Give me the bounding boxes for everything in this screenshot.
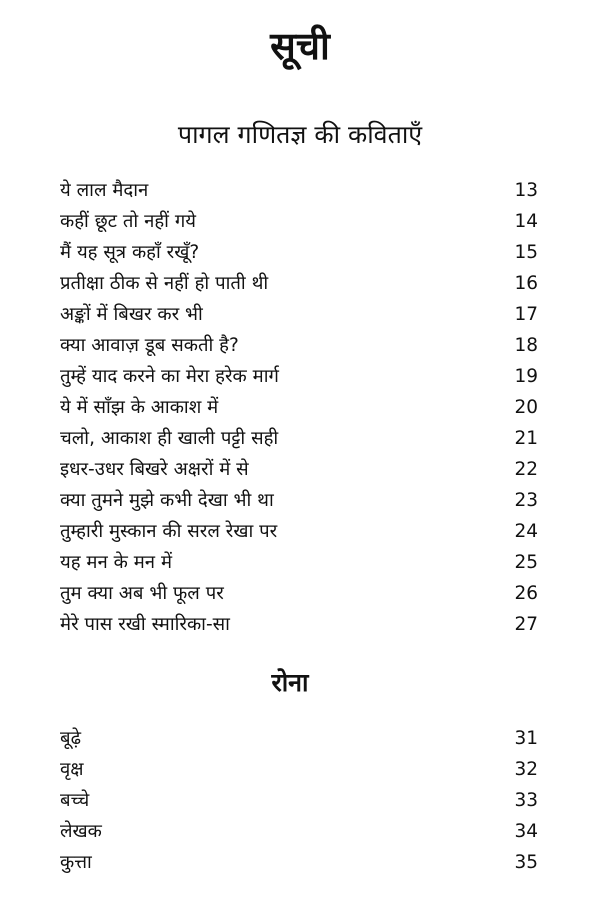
toc-entry-title: मैं यह सूत्र कहाँ रखूँ?: [60, 242, 200, 263]
toc-entry: [60, 547, 538, 578]
toc-entry-page-number: 14: [514, 211, 538, 232]
toc-entry-title: प्रतीक्षा ठीक से नहीं हो पाती थी: [60, 273, 269, 294]
toc-entry-page-number: 23: [514, 490, 538, 511]
toc-entry-page-number: 35: [514, 852, 538, 873]
toc-entry: [60, 754, 538, 785]
toc-entry-page-number: 17: [514, 304, 538, 325]
toc-entry-page-number: 19: [514, 366, 538, 387]
toc-entry-title: अङ्कों में बिखर कर भी: [60, 304, 203, 325]
page-title: सूची: [270, 24, 330, 68]
toc-entry-page-number: 16: [514, 273, 538, 294]
toc-entry: [60, 237, 538, 268]
toc-entry-page-number: 20: [514, 397, 538, 418]
toc-entry-title: तुम्हें याद करने का मेरा हरेक मार्ग: [60, 366, 279, 387]
toc-entry: [60, 268, 538, 299]
section-heading-2: रोना: [271, 668, 309, 697]
toc-entry-title: तुम्हारी मुस्कान की सरल रेखा पर: [60, 521, 278, 542]
toc-entry: [60, 423, 538, 454]
toc-entry: [60, 516, 538, 547]
toc-entry: [60, 299, 538, 330]
toc-entry: [60, 785, 538, 816]
toc-entry: [60, 392, 538, 423]
toc-entry-page-number: 21: [514, 428, 538, 449]
toc-entry-title: यह मन के मन में: [60, 552, 173, 573]
toc-entry-title: चलो, आकाश ही खाली पट्टी सही: [60, 428, 279, 449]
toc-entry-title: कहीं छूट तो नहीं गये: [60, 211, 197, 232]
toc-entry-page-number: 15: [514, 242, 538, 263]
toc-entry-page-number: 34: [514, 821, 538, 842]
toc-entry-page-number: 13: [514, 180, 538, 201]
toc-entry-page-number: 18: [514, 335, 538, 356]
toc-entry: [60, 485, 538, 516]
toc-entry-page-number: 31: [514, 728, 538, 749]
toc-entry-title: इधर-उधर बिखरे अक्षरों में से: [60, 459, 249, 480]
toc-entry-page-number: 24: [514, 521, 538, 542]
toc-entry-title: तुम क्या अब भी फूल पर: [60, 583, 224, 604]
toc-entry-title: वृक्ष: [60, 759, 84, 780]
toc-entry-title: मेरे पास रखी स्मारिका-सा: [60, 614, 230, 635]
toc-entry: [60, 723, 538, 754]
toc-list-2: [60, 723, 538, 878]
toc-entry-title: बूढ़े: [60, 728, 81, 749]
toc-entry: [60, 175, 538, 206]
toc-entry-title: ये में साँझ के आकाश में: [60, 397, 219, 418]
section-heading-1: पागल गणितज्ञ की कविताएँ: [177, 120, 423, 149]
toc-entry-page-number: 27: [514, 614, 538, 635]
toc-entry-title: कुत्ता: [60, 852, 92, 873]
toc-entry-title: क्या तुमने मुझे कभी देखा भी था: [60, 490, 274, 511]
toc-entry: [60, 816, 538, 847]
toc-entry: [60, 578, 538, 609]
toc-entry-title: लेखक: [60, 821, 102, 842]
toc-entry: [60, 454, 538, 485]
toc-entry: [60, 361, 538, 392]
toc-entry-title: क्या आवाज़ डूब सकती है?: [60, 335, 239, 356]
toc-entry: [60, 847, 538, 878]
toc-list-1: [60, 175, 538, 640]
toc-entry: [60, 609, 538, 640]
toc-entry: [60, 206, 538, 237]
toc-entry-title: बच्चे: [60, 790, 90, 811]
toc-entry-page-number: 25: [514, 552, 538, 573]
toc-entry: [60, 330, 538, 361]
toc-entry-page-number: 33: [514, 790, 538, 811]
toc-entry-title: ये लाल मैदान: [60, 180, 149, 201]
toc-entry-page-number: 22: [514, 459, 538, 480]
toc-entry-page-number: 26: [514, 583, 538, 604]
toc-entry-page-number: 32: [514, 759, 538, 780]
